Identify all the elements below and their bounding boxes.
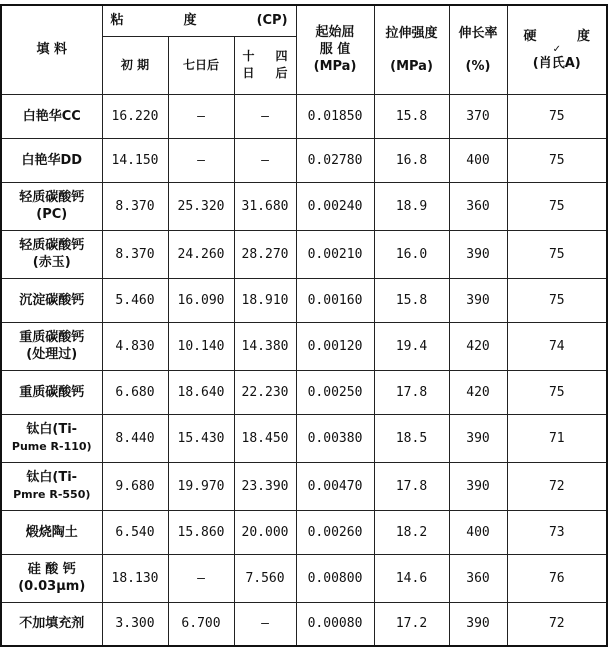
yield-value-cell: 0.00800	[296, 554, 374, 602]
tensile-strength-cell: 17.8	[374, 370, 449, 414]
tensile-strength-cell: 18.2	[374, 510, 449, 554]
table-row	[1, 230, 607, 278]
elongation-cell: 400	[449, 510, 507, 554]
tensile-strength-cell: 16.0	[374, 230, 449, 278]
seven-day-viscosity-cell: 25.320	[168, 182, 234, 230]
header-yield	[296, 5, 374, 94]
fourteen-day-viscosity-cell: 20.000	[234, 510, 296, 554]
table-row	[1, 94, 607, 138]
fourteen-day-viscosity-cell: 31.680	[234, 182, 296, 230]
initial-viscosity-cell: 8.370	[102, 182, 168, 230]
yield-value-cell: 0.00250	[296, 370, 374, 414]
initial-viscosity-cell: 4.830	[102, 322, 168, 370]
seven-day-viscosity-cell: 24.260	[168, 230, 234, 278]
initial-viscosity-cell: 8.440	[102, 414, 168, 462]
tensile-strength-cell: 14.6	[374, 554, 449, 602]
hardness-cell: 75	[507, 138, 607, 182]
header-seven-days: 七日后	[168, 36, 234, 94]
header-elongation-label: 伸长率	[458, 25, 498, 41]
seven-day-viscosity-cell: —	[168, 94, 234, 138]
header-initial: 初 期	[102, 36, 168, 94]
yield-value-cell: 0.00120	[296, 322, 374, 370]
elongation-cell: 390	[449, 230, 507, 278]
filler-name-detail: (0.03μm)	[18, 579, 86, 594]
table-row	[1, 278, 607, 322]
header-hardness-unit: (肖氏A)	[532, 55, 581, 71]
tensile-strength-cell: 18.5	[374, 414, 449, 462]
header-fourteen-char3: 日	[242, 66, 255, 80]
seven-day-viscosity-cell: —	[168, 138, 234, 182]
tensile-strength-cell: 16.8	[374, 138, 449, 182]
filler-name: 白艳华DD	[21, 152, 83, 168]
seven-day-viscosity-cell: —	[168, 554, 234, 602]
filler-name: 轻质碳酸钙	[19, 238, 85, 253]
initial-viscosity-cell: 6.540	[102, 510, 168, 554]
fourteen-day-viscosity-cell: 22.230	[234, 370, 296, 414]
table-row	[1, 370, 607, 414]
table-row	[1, 554, 607, 602]
header-tensile	[374, 5, 449, 94]
yield-value-cell: 0.00210	[296, 230, 374, 278]
filler-name-cell	[1, 322, 102, 370]
filler-name-detail: Pmre R-550)	[13, 488, 91, 501]
hardness-cell: 74	[507, 322, 607, 370]
initial-viscosity-cell: 14.150	[102, 138, 168, 182]
fourteen-day-viscosity-cell: —	[234, 602, 296, 646]
elongation-cell: 390	[449, 414, 507, 462]
hardness-cell: 72	[507, 462, 607, 510]
table-row	[1, 602, 607, 646]
yield-value-cell: 0.00260	[296, 510, 374, 554]
fourteen-day-viscosity-cell: —	[234, 94, 296, 138]
header-fourteen-char1: 十	[242, 49, 255, 63]
elongation-cell: 400	[449, 138, 507, 182]
header-elongation-unit: (%)	[465, 58, 491, 74]
header-hardness-char2: 度	[577, 28, 591, 44]
tensile-strength-cell: 15.8	[374, 94, 449, 138]
elongation-cell: 390	[449, 278, 507, 322]
table-row	[1, 510, 607, 554]
hardness-cell: 73	[507, 510, 607, 554]
yield-value-cell: 0.02780	[296, 138, 374, 182]
header-elongation	[449, 5, 507, 94]
header-fourteen-char4: 后	[275, 66, 288, 80]
filler-name: 轻质碳酸钙	[19, 190, 85, 205]
filler-name-cell	[1, 230, 102, 278]
table-row	[1, 322, 607, 370]
filler-name-cell	[1, 182, 102, 230]
header-hardness-char1: 硬	[523, 28, 537, 44]
tensile-strength-cell: 18.9	[374, 182, 449, 230]
elongation-cell: 420	[449, 370, 507, 414]
elongation-cell: 390	[449, 602, 507, 646]
hardness-cell: 75	[507, 182, 607, 230]
header-hardness	[507, 5, 607, 94]
filler-property-table	[0, 4, 608, 647]
fourteen-day-viscosity-cell: 18.450	[234, 414, 296, 462]
yield-value-cell: 0.00380	[296, 414, 374, 462]
table-row	[1, 182, 607, 230]
filler-name: 重质碳酸钙	[19, 330, 85, 345]
seven-day-viscosity-cell: 15.430	[168, 414, 234, 462]
filler-name-cell	[1, 94, 102, 138]
fourteen-day-viscosity-cell: 7.560	[234, 554, 296, 602]
tensile-strength-cell: 17.2	[374, 602, 449, 646]
header-tensile-label: 拉伸强度	[385, 25, 438, 41]
fourteen-day-viscosity-cell: 18.910	[234, 278, 296, 322]
filler-name: 煅烧陶土	[25, 524, 78, 540]
header-fourteen-days	[234, 36, 296, 94]
header-fourteen-char2: 四	[275, 49, 288, 63]
filler-name-detail: (赤玉)	[32, 255, 71, 270]
header-yield-unit: (MPa)	[313, 59, 357, 75]
elongation-cell: 420	[449, 322, 507, 370]
yield-value-cell: 0.00240	[296, 182, 374, 230]
initial-viscosity-cell: 6.680	[102, 370, 168, 414]
elongation-cell: 360	[449, 182, 507, 230]
filler-name: 重质碳酸钙	[19, 384, 85, 400]
hardness-cell: 71	[507, 414, 607, 462]
filler-name-cell	[1, 602, 102, 646]
filler-name-detail: Pume R-110)	[11, 440, 92, 453]
header-filler: 填 料	[1, 5, 102, 94]
checkmark-icon: ✓	[552, 43, 561, 55]
initial-viscosity-cell: 9.680	[102, 462, 168, 510]
filler-name-cell	[1, 138, 102, 182]
table-row	[1, 414, 607, 462]
seven-day-viscosity-cell: 10.140	[168, 322, 234, 370]
hardness-cell: 75	[507, 278, 607, 322]
header-tensile-unit: (MPa)	[390, 58, 433, 74]
filler-name: 白艳华CC	[22, 108, 81, 124]
fourteen-day-viscosity-cell: —	[234, 138, 296, 182]
seven-day-viscosity-cell: 19.970	[168, 462, 234, 510]
filler-name: 钛白(Ti-	[26, 422, 78, 437]
filler-name-detail: (PC)	[36, 207, 68, 222]
table-row	[1, 462, 607, 510]
seven-day-viscosity-cell: 16.090	[168, 278, 234, 322]
fourteen-day-viscosity-cell: 14.380	[234, 322, 296, 370]
header-viscosity	[102, 5, 296, 36]
filler-name-cell	[1, 554, 102, 602]
initial-viscosity-cell: 3.300	[102, 602, 168, 646]
seven-day-viscosity-cell: 15.860	[168, 510, 234, 554]
filler-name-detail: (处理过)	[26, 347, 78, 362]
hardness-cell: 75	[507, 94, 607, 138]
filler-name-cell	[1, 370, 102, 414]
header-viscosity-char2: 度	[183, 13, 197, 29]
filler-name: 沉淀碳酸钙	[19, 292, 85, 308]
initial-viscosity-cell: 8.370	[102, 230, 168, 278]
tensile-strength-cell: 17.8	[374, 462, 449, 510]
hardness-cell: 75	[507, 370, 607, 414]
header-viscosity-char1: 粘	[110, 13, 124, 29]
filler-name-cell	[1, 278, 102, 322]
filler-name-cell	[1, 462, 102, 510]
tensile-strength-cell: 19.4	[374, 322, 449, 370]
fourteen-day-viscosity-cell: 23.390	[234, 462, 296, 510]
seven-day-viscosity-cell: 18.640	[168, 370, 234, 414]
hardness-cell: 75	[507, 230, 607, 278]
initial-viscosity-cell: 18.130	[102, 554, 168, 602]
header-yield-line2: 服 值	[319, 42, 351, 58]
hardness-cell: 72	[507, 602, 607, 646]
yield-value-cell: 0.01850	[296, 94, 374, 138]
elongation-cell: 360	[449, 554, 507, 602]
yield-value-cell: 0.00470	[296, 462, 374, 510]
header-viscosity-unit: (CP)	[256, 13, 288, 29]
filler-name: 钛白(Ti-	[26, 470, 78, 485]
table-row	[1, 138, 607, 182]
seven-day-viscosity-cell: 6.700	[168, 602, 234, 646]
header-yield-line1: 起始屈	[315, 25, 355, 41]
yield-value-cell: 0.00160	[296, 278, 374, 322]
filler-name: 硅 酸 钙	[27, 562, 76, 577]
initial-viscosity-cell: 5.460	[102, 278, 168, 322]
elongation-cell: 370	[449, 94, 507, 138]
filler-name-cell	[1, 510, 102, 554]
filler-name: 不加填充剂	[19, 616, 85, 632]
elongation-cell: 390	[449, 462, 507, 510]
initial-viscosity-cell: 16.220	[102, 94, 168, 138]
fourteen-day-viscosity-cell: 28.270	[234, 230, 296, 278]
filler-name-cell	[1, 414, 102, 462]
tensile-strength-cell: 15.8	[374, 278, 449, 322]
hardness-cell: 76	[507, 554, 607, 602]
yield-value-cell: 0.00080	[296, 602, 374, 646]
